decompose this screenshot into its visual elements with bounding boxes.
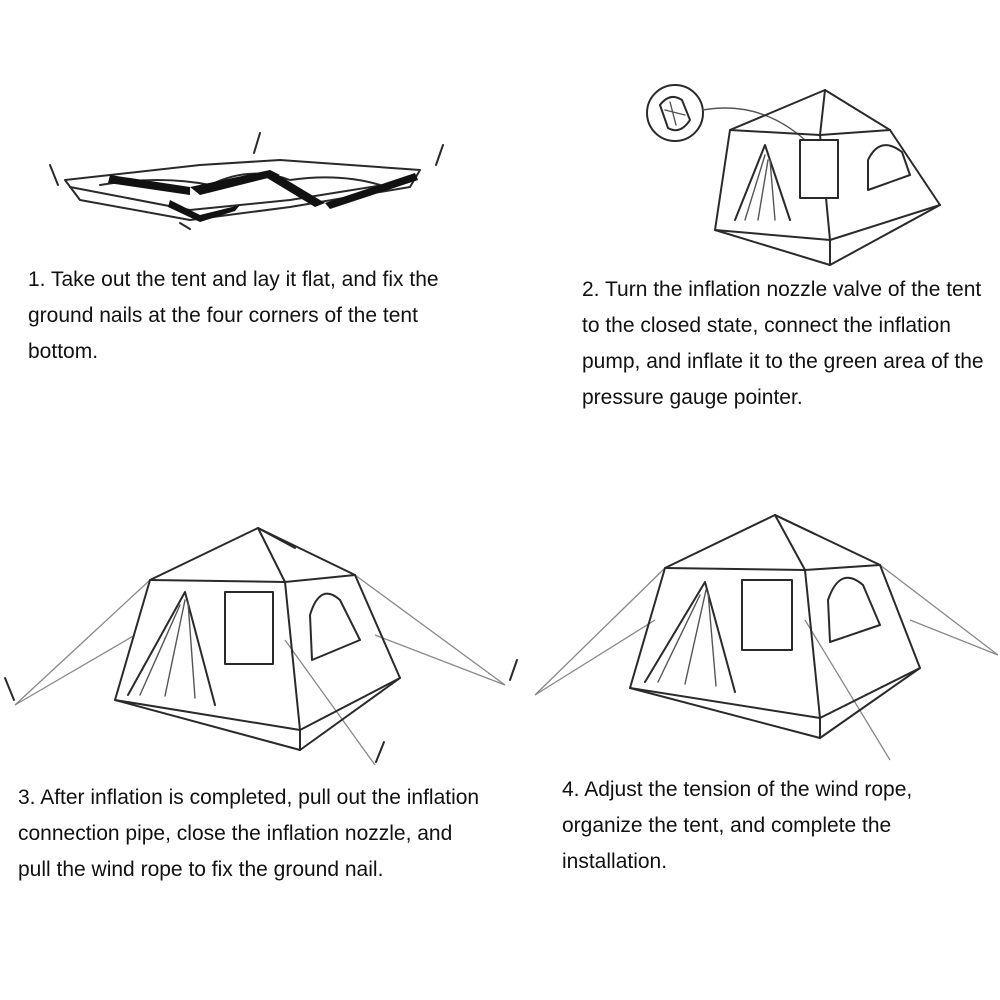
ground-nail-icon (5, 660, 517, 762)
step-1-text: 1. Take out the tent and lay it flat, and fix the ground nails at the four corners of the tent bottom. (28, 268, 439, 363)
finished-tent-illustration (530, 510, 1000, 765)
step-2-text: 2. Turn the inflation nozzle valve of the tent to the closed state, connect the inflation pump, and inflate it to the green area of the pressure gauge pointer. (582, 278, 984, 409)
step-4-text: 4. Adjust the tension of the wind rope, organize the tent, and complete the installation. (562, 778, 913, 873)
guy-rope-tent-illustration (0, 520, 520, 775)
inflate-tent-illustration (640, 80, 950, 275)
flat-tent-illustration (40, 125, 460, 240)
step-3-text: 3. After inflation is completed, pull out the inflation connection pipe, close the inflation nozzle, and pull the wind rope to fix the ground nail. (18, 786, 480, 881)
